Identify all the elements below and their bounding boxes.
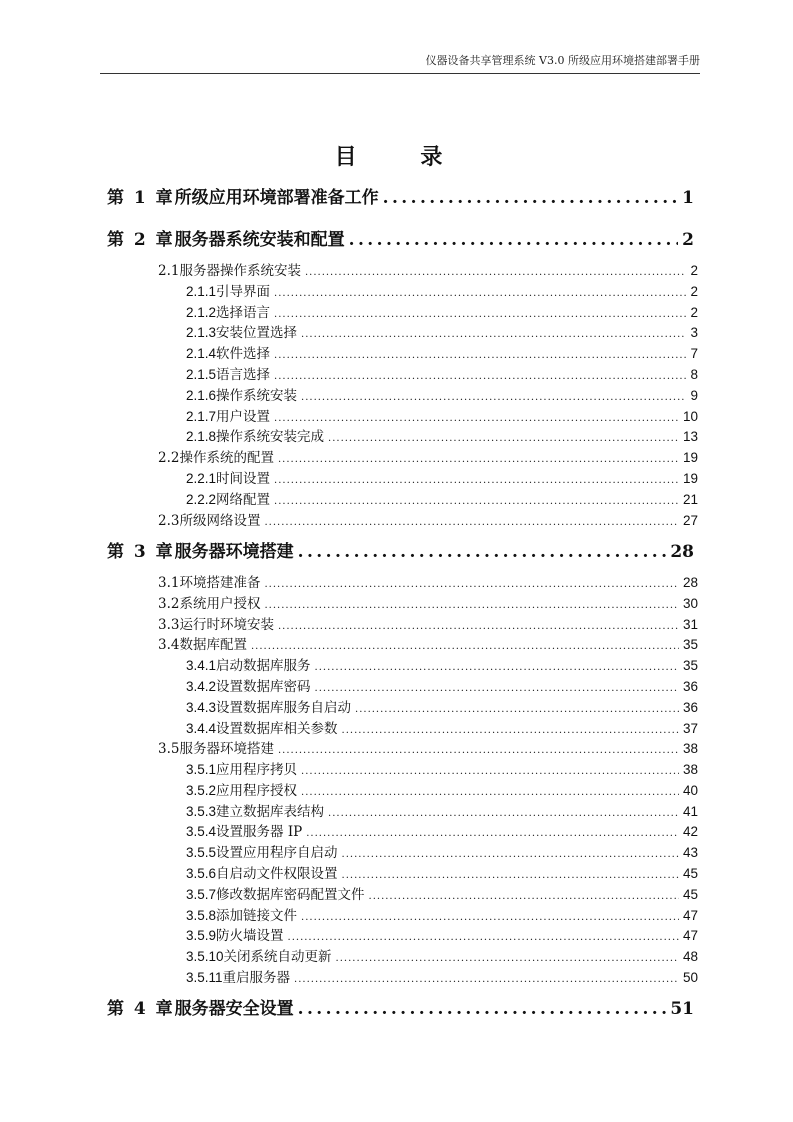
toc-subsection-2-1-2[interactable]	[186, 301, 698, 320]
page-header: 仪器设备共享管理系统 V3.0 所级应用环境搭建部署手册	[425, 54, 700, 67]
toc-label: 防火墙设置	[216, 928, 284, 943]
toc-leader	[278, 454, 679, 465]
toc-label: 选择语言	[216, 305, 271, 320]
toc-label: 引导界面	[216, 284, 271, 299]
toc-page: 2	[690, 263, 698, 278]
toc-number: 3.5.3	[186, 804, 217, 819]
toc-leader	[301, 392, 686, 403]
toc-page: 30	[682, 596, 698, 611]
toc-subsection-3-5-10[interactable]	[186, 945, 698, 964]
toc-leader	[315, 683, 679, 694]
toc-page: 48	[682, 949, 698, 964]
toc-number: 3.5.7	[186, 887, 217, 902]
toc-subsection-2-1-3[interactable]	[186, 321, 698, 340]
toc-leader	[301, 912, 679, 923]
toc-number: 2.1.6	[186, 388, 217, 403]
toc-subsection-2-1-4[interactable]	[186, 342, 698, 361]
toc-leader	[342, 849, 679, 860]
toc-number: 3.5.8	[186, 908, 217, 923]
toc-label: 设置数据库服务自启动	[216, 700, 352, 715]
toc-page: 45	[682, 866, 698, 881]
toc-subsection-3-4-1[interactable]	[186, 654, 698, 673]
toc-subsection-3-5-8[interactable]	[186, 904, 698, 923]
toc-number: 2.1.8	[186, 429, 217, 444]
toc-leader	[288, 932, 679, 943]
toc-title: 目 录	[334, 144, 471, 170]
toc-leader	[274, 350, 686, 361]
toc-page: 10	[682, 409, 698, 424]
toc-number: 第 4 章	[107, 999, 175, 1018]
toc-chapter-4[interactable]	[107, 994, 694, 1018]
toc-label: 设置应用程序自启动	[216, 845, 338, 860]
toc-page: 2	[682, 230, 694, 249]
toc-leader	[301, 766, 679, 777]
toc-page: 1	[682, 188, 694, 207]
toc-number: 3.5.11	[186, 970, 223, 985]
toc-section-2-3[interactable]	[158, 509, 698, 528]
toc-label: 系统用户授权	[179, 596, 261, 611]
toc-page: 3	[690, 325, 698, 340]
toc-leader	[274, 496, 679, 507]
toc-number: 第 1 章	[107, 188, 175, 207]
toc-page: 21	[682, 492, 698, 507]
toc-leader	[274, 413, 679, 424]
toc-page: 8	[690, 367, 698, 382]
toc-label: 安装位置选择	[216, 325, 298, 340]
toc-page: 2	[690, 284, 698, 299]
toc-label: 用户设置	[216, 409, 271, 424]
toc-page: 35	[682, 658, 698, 673]
toc-leader	[251, 641, 679, 652]
toc-chapter-1[interactable]	[107, 183, 694, 207]
toc-subsection-2-1-6[interactable]	[186, 384, 698, 403]
toc-subsection-2-1-5[interactable]	[186, 363, 698, 382]
toc-number: 第 3 章	[107, 542, 175, 561]
toc-label: 启动数据库服务	[216, 658, 311, 673]
toc-number: 2.1.1	[186, 284, 217, 299]
toc-chapter-2[interactable]	[107, 225, 694, 249]
toc-number: 2.1.7	[186, 409, 217, 424]
toc-chapter-3[interactable]	[107, 537, 694, 561]
toc-label: 所级应用环境部署准备工作	[174, 188, 379, 207]
toc-page: 19	[682, 450, 698, 465]
toc-label: 应用程序拷贝	[216, 762, 298, 777]
toc-subsection-2-1-1[interactable]	[186, 280, 698, 299]
toc-number: 3.5.4	[186, 824, 217, 839]
toc-leader	[305, 267, 687, 278]
toc-page: 51	[670, 999, 694, 1018]
toc-label: 环境搭建准备	[179, 575, 261, 590]
toc-number: 3.5.9	[186, 928, 217, 943]
toc-subsection-2-1-7[interactable]	[186, 405, 698, 424]
toc-number: 3.5	[158, 741, 180, 756]
toc-section-2-2[interactable]	[158, 446, 698, 465]
toc-leader	[264, 579, 678, 590]
toc-subsection-3-5-4[interactable]	[186, 820, 698, 839]
toc-leader	[315, 662, 679, 673]
toc-page: 42	[682, 824, 698, 839]
toc-page: 7	[690, 346, 698, 361]
toc-label: 软件选择	[216, 346, 271, 361]
toc-page: 37	[682, 721, 698, 736]
toc-leader	[298, 999, 667, 1018]
toc-number: 第 2 章	[107, 230, 175, 249]
toc-page: 36	[682, 700, 698, 715]
toc-label: 添加链接文件	[216, 908, 298, 923]
toc-page: 47	[682, 908, 698, 923]
toc-subsection-3-4-2[interactable]	[186, 675, 698, 694]
toc-page: 27	[682, 513, 698, 528]
toc-subsection-3-4-4[interactable]	[186, 717, 698, 736]
toc-page: 47	[682, 928, 698, 943]
toc-page: 28	[670, 542, 694, 561]
toc-page: 45	[682, 887, 698, 902]
toc-number: 2.1.3	[186, 325, 217, 340]
toc-page: 19	[682, 471, 698, 486]
toc-page: 9	[690, 388, 698, 403]
toc-label: 服务器环境搭建	[179, 741, 274, 756]
toc-number: 3.1	[158, 575, 180, 590]
toc-label: 修改数据库密码配置文件	[216, 887, 365, 902]
toc-page: 35	[682, 637, 698, 652]
toc-section-3-5[interactable]	[158, 737, 698, 756]
toc-label: 应用程序授权	[216, 783, 298, 798]
toc-leader	[264, 600, 678, 611]
toc-label: 语言选择	[216, 367, 271, 382]
toc-leader	[274, 371, 686, 382]
toc-label: 网络配置	[216, 492, 271, 507]
toc-label: 数据库配置	[179, 637, 247, 652]
toc-label: 重启服务器	[222, 970, 291, 985]
toc-subsection-3-5-3[interactable]	[186, 800, 698, 819]
toc-number: 3.4.2	[186, 679, 217, 694]
toc-subsection-3-5-9[interactable]	[186, 924, 698, 943]
toc-subsection-2-2-1[interactable]	[186, 467, 698, 486]
toc-leader	[355, 704, 679, 715]
toc-label: 关闭系统自动更新	[223, 949, 332, 964]
toc-leader	[278, 621, 679, 632]
toc-page: 40	[682, 783, 698, 798]
toc-label: 自启动文件权限设置	[216, 866, 338, 881]
toc-number: 2.1.2	[186, 305, 217, 320]
toc-label: 服务器环境搭建	[174, 542, 294, 561]
toc-section-3-3[interactable]	[158, 613, 698, 632]
toc-label: 所级网络设置	[179, 513, 261, 528]
toc-leader	[294, 974, 679, 985]
toc-section-3-2[interactable]	[158, 592, 698, 611]
toc-subsection-3-5-2[interactable]	[186, 779, 698, 798]
toc-leader	[383, 188, 678, 207]
toc-leader	[342, 725, 679, 736]
toc-subsection-3-5-7[interactable]	[186, 883, 698, 902]
toc-number: 3.4	[158, 637, 180, 652]
toc-page: 43	[682, 845, 698, 860]
toc-page: 50	[682, 970, 698, 985]
toc-leader	[328, 433, 679, 444]
toc-number: 3.5.6	[186, 866, 217, 881]
toc-subsection-3-5-11[interactable]	[186, 966, 698, 985]
toc-page: 28	[682, 575, 698, 590]
toc-subsection-3-4-3[interactable]	[186, 696, 698, 715]
toc-number: 3.3	[158, 617, 180, 632]
toc-page: 31	[682, 617, 698, 632]
toc-page: 41	[682, 804, 698, 819]
toc-section-3-4[interactable]	[158, 633, 698, 652]
toc-label: 服务器安全设置	[174, 999, 294, 1018]
toc-leader	[274, 309, 686, 320]
toc-number: 3.4.1	[186, 658, 217, 673]
toc-label: 运行时环境安装	[179, 617, 274, 632]
toc-number: 3.5.10	[186, 949, 224, 964]
toc-label: 设置数据库密码	[216, 679, 311, 694]
toc-leader	[274, 475, 679, 486]
toc-label: 操作系统安装完成	[216, 429, 325, 444]
toc-page: 38	[682, 741, 698, 756]
toc-label: 建立数据库表结构	[216, 804, 325, 819]
toc-leader	[264, 517, 678, 528]
toc-label: 设置服务器 IP	[216, 824, 303, 839]
toc-leader	[342, 870, 679, 881]
toc-leader	[301, 329, 686, 340]
toc-number: 2.2.1	[186, 471, 217, 486]
toc-subsection-2-1-8[interactable]	[186, 425, 698, 444]
toc-subsection-2-2-2[interactable]	[186, 488, 698, 507]
toc-leader	[278, 745, 679, 756]
toc-leader	[298, 542, 667, 561]
toc-number: 3.5.2	[186, 783, 217, 798]
toc-page: 13	[682, 429, 698, 444]
toc-page: 2	[690, 305, 698, 320]
toc-number: 3.4.4	[186, 721, 217, 736]
toc-label: 操作系统的配置	[179, 450, 274, 465]
toc-label: 设置数据库相关参数	[216, 721, 338, 736]
toc-number: 3.5.1	[186, 762, 217, 777]
toc-leader	[301, 787, 679, 798]
toc-number: 2.2	[158, 450, 180, 465]
toc-leader	[306, 828, 679, 839]
header-rule	[100, 73, 700, 74]
toc-subsection-3-5-1[interactable]	[186, 758, 698, 777]
toc-section-2-1[interactable]	[158, 259, 698, 278]
toc-page: 38	[682, 762, 698, 777]
toc-leader	[274, 288, 686, 299]
toc-number: 2.3	[158, 513, 180, 528]
toc-number: 3.5.5	[186, 845, 217, 860]
toc-leader	[336, 953, 679, 964]
toc-number: 2.1.4	[186, 346, 217, 361]
toc-leader	[369, 891, 679, 902]
toc-subsection-3-5-6[interactable]	[186, 862, 698, 881]
toc-leader	[349, 230, 678, 249]
toc-label: 服务器操作系统安装	[179, 263, 301, 278]
toc-number: 2.1.5	[186, 367, 217, 382]
toc-label: 服务器系统安装和配置	[174, 230, 345, 249]
toc-subsection-3-5-5[interactable]	[186, 841, 698, 860]
toc-number: 3.2	[158, 596, 180, 611]
toc-label: 操作系统安装	[216, 388, 298, 403]
toc-number: 2.1	[158, 263, 180, 278]
toc-page: 36	[682, 679, 698, 694]
toc-number: 2.2.2	[186, 492, 217, 507]
toc-label: 时间设置	[216, 471, 271, 486]
toc-number: 3.4.3	[186, 700, 217, 715]
toc-leader	[328, 808, 679, 819]
toc-section-3-1[interactable]	[158, 571, 698, 590]
